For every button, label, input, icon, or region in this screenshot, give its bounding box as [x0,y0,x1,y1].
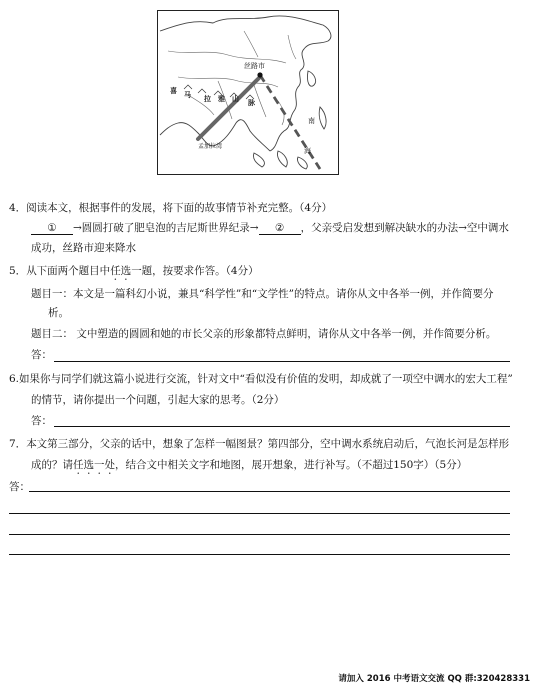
q7-answer-line-4[interactable] [9,554,510,555]
q4-number: 4． [9,202,27,214]
q6-prompt-line1 [9,372,513,386]
asia-map [158,11,338,174]
q6-answer-label: 答： [31,415,52,427]
city-label: 丝路市 [244,62,265,70]
q4-text: 阅读本文，根据事件的发展，将下面的故事情节补充完整。（4分） [26,202,333,214]
q5-text-post: 一题，按要求作答。（4分） [131,265,259,277]
q6-answer-line[interactable] [54,426,510,427]
q7-answer-line-2[interactable] [9,513,510,514]
q7-text-b-pre: 成的？请 [31,459,73,471]
q6-prompt-line2: 的情节，请你提出一个问题，引起大家的思考。（2分） [31,394,285,406]
q5-number: 5． [9,265,27,277]
q7-prompt-line2 [31,458,467,477]
sea-label-bottom: 海 [304,147,311,155]
q4-plot-line [31,221,509,235]
q7-answer-line-3[interactable] [9,534,510,535]
q4-prompt [9,201,332,215]
q5-emphasis: 任选 [110,265,132,277]
range-label-2: 马 [184,90,191,99]
q4-plot-seg-1: →圆圆打破了肥皂泡的吉尼斯世界纪录→ [73,222,259,234]
q5-topic2: 题目二： 文中塑造的圆圆和她的市长父亲的形象都特点鲜明，请你从文中各举一例，并作简要分析。 [31,328,497,340]
range-label-1: 喜 [170,86,177,95]
range-label-4: 雅 [218,94,225,103]
q6-text-a: 如果你与同学们就这篇小说进行交流，针对文中“看似没有价值的发明，却成就了一项空中调水的宏大工程” [19,373,513,385]
q5-answer-label: 答： [31,349,52,361]
map-figure [157,10,339,175]
q4-plot-seg-2: ，父亲受启发想到解决缺水的办法→空中调水 [300,222,509,234]
range-label-5: 山 [232,94,239,103]
q4-plot-end: 成功，丝路市迎来降水 [31,242,136,254]
city-marker [257,72,262,77]
range-label-6: 脉 [248,98,255,107]
q4-blank-1[interactable]: ① [31,221,73,235]
q7-answer-label: 答： [9,481,30,493]
q7-prompt-line1 [9,437,509,451]
q7-answer-line-1[interactable] [29,491,510,492]
q6-number: 6. [9,373,20,385]
footer-note: 请加入 2016 中考语文交流 QQ 群:320428331 [338,674,530,684]
q5-topic1-line2: 析。 [48,307,69,319]
q5-text-pre: 从下面两个题目中 [26,265,111,277]
range-label-3: 拉 [204,94,211,103]
q5-prompt [9,264,259,283]
q7-text-b-post: ，结合文中相关文字和地图，展开想象，进行补写。（不超过150字）（5分） [115,459,468,471]
q5-topic1-line1: 题目一：本文是一篇科幻小说，兼具“科学性”和“文学性”的特点。请你从文中各举一例，并作简要分 [31,288,494,300]
q7-emphasis: 任选一处 [73,459,115,471]
q4-blank-2[interactable]: ② [259,221,301,235]
q5-answer-line[interactable] [54,361,510,362]
gulf-label: 孟加拉湾 [198,143,223,150]
q7-text-a: 本文第三部分，父亲的话中，想象了怎样一幅图景？第四部分，空中调水系统启动后，气泡长河是怎样形 [26,438,510,450]
q7-number: 7． [9,438,27,450]
sea-label-top: 南 [308,117,315,125]
